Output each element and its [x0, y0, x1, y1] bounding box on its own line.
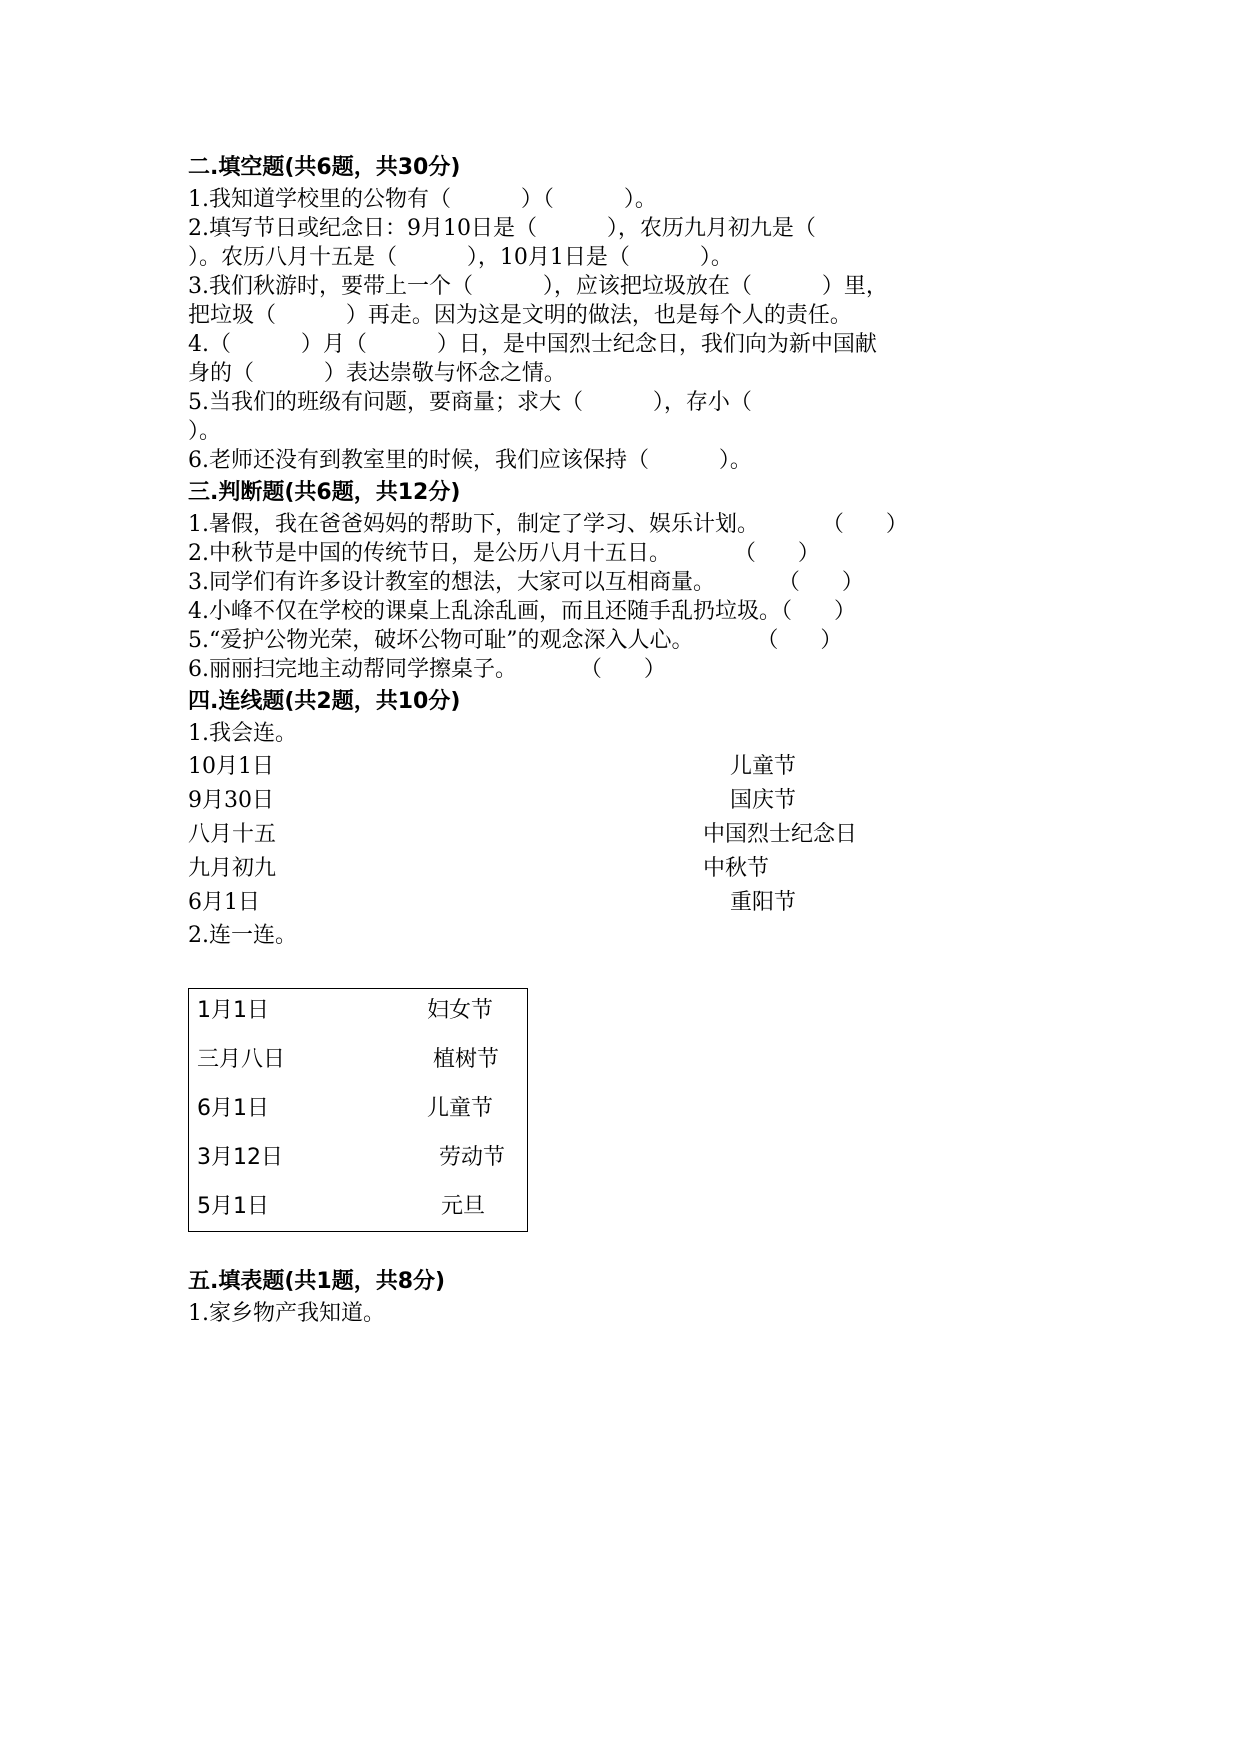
judge-question-2: 2.中秋节是中国的传统节日，是公历八月十五日。 （ ）: [188, 541, 820, 566]
fill-question-1: 1.我知道学校里的公物有（ ）（ ）。: [188, 187, 657, 212]
judge-question-3: 3.同学们有许多设计教室的想法，大家可以互相商量。 （ ）: [188, 570, 864, 595]
judge-question-1: 1.暑假，我在爸爸妈妈的帮助下，制定了学习、娱乐计划。 （ ）: [188, 512, 908, 537]
match1-right-item: 重阳节: [730, 890, 797, 915]
match-question-2: 2.连一连。: [188, 923, 297, 948]
match1-right-item: 中国烈士纪念日: [703, 822, 858, 847]
table-question-1: 1.家乡物产我知道。: [188, 1301, 385, 1326]
fill-question-2: 2.填写节日或纪念日：9月10日是（ ），农历九月初九是（: [188, 216, 816, 241]
fill-question-3: 3.我们秋游时，要带上一个（ ），应该把垃圾放在（ ）里，: [188, 274, 888, 299]
fill-question-3-cont: 把垃圾（ ）再走。因为这是文明的做法，也是每个人的责任。: [188, 303, 852, 328]
section3-heading: 三.判断题(共6题，共12分): [188, 480, 461, 505]
section2-heading: 二.填空题(共6题，共30分): [188, 155, 461, 180]
section5-heading: 五.填表题(共1题，共8分): [188, 1269, 446, 1294]
judge-question-6: 6.丽丽扫完地主动帮同学擦桌子。 （ ）: [188, 657, 666, 682]
match2-right-item: 植树节: [433, 1047, 500, 1072]
fill-question-4-cont: 身的（ ）表达崇敬与怀念之情。: [188, 361, 566, 386]
judge-question-5: 5.“爱护公物光荣，破坏公物可耻”的观念深入人心。 （ ）: [188, 628, 843, 653]
fill-question-2-cont: ）。农历八月十五是（ ），10月1日是（ ）。: [188, 245, 733, 270]
match1-left-item: 10月1日: [188, 754, 274, 779]
match2-right-item: 妇女节: [427, 998, 494, 1023]
match1-right-item: 中秋节: [703, 856, 770, 881]
fill-question-6: 6.老师还没有到教室里的时候，我们应该保持（ ）。: [188, 448, 752, 473]
match2-left-item: 1月1日: [197, 998, 269, 1023]
match1-right-item: 国庆节: [730, 788, 797, 813]
match1-left-item: 八月十五: [188, 822, 277, 847]
match2-left-item: 6月1日: [197, 1096, 269, 1121]
match2-left-item: 3月12日: [197, 1145, 283, 1170]
match2-box: [188, 988, 528, 1232]
match1-left-item: 6月1日: [188, 890, 260, 915]
match1-right-item: 儿童节: [730, 754, 797, 779]
match2-left-item: 三月八日: [197, 1047, 286, 1072]
match2-right-item: 劳动节: [439, 1145, 506, 1170]
fill-question-5: 5.当我们的班级有问题，要商量；求大（ ），存小（: [188, 390, 752, 415]
section4-heading: 四.连线题(共2题，共10分): [188, 689, 461, 714]
match1-left-item: 九月初九: [188, 856, 277, 881]
judge-question-4: 4.小峰不仅在学校的课桌上乱涂乱画，而且还随手乱扔垃圾。（ ）: [188, 599, 856, 624]
match2-right-item: 元旦: [441, 1194, 486, 1219]
match1-left-item: 9月30日: [188, 788, 274, 813]
match2-left-item: 5月1日: [197, 1194, 269, 1219]
fill-question-5-cont: ）。: [188, 419, 222, 444]
match-question-1: 1.我会连。: [188, 721, 297, 746]
fill-question-4: 4.（ ）月（ ）日，是中国烈士纪念日，我们向为新中国献: [188, 332, 877, 357]
match2-right-item: 儿童节: [427, 1096, 494, 1121]
